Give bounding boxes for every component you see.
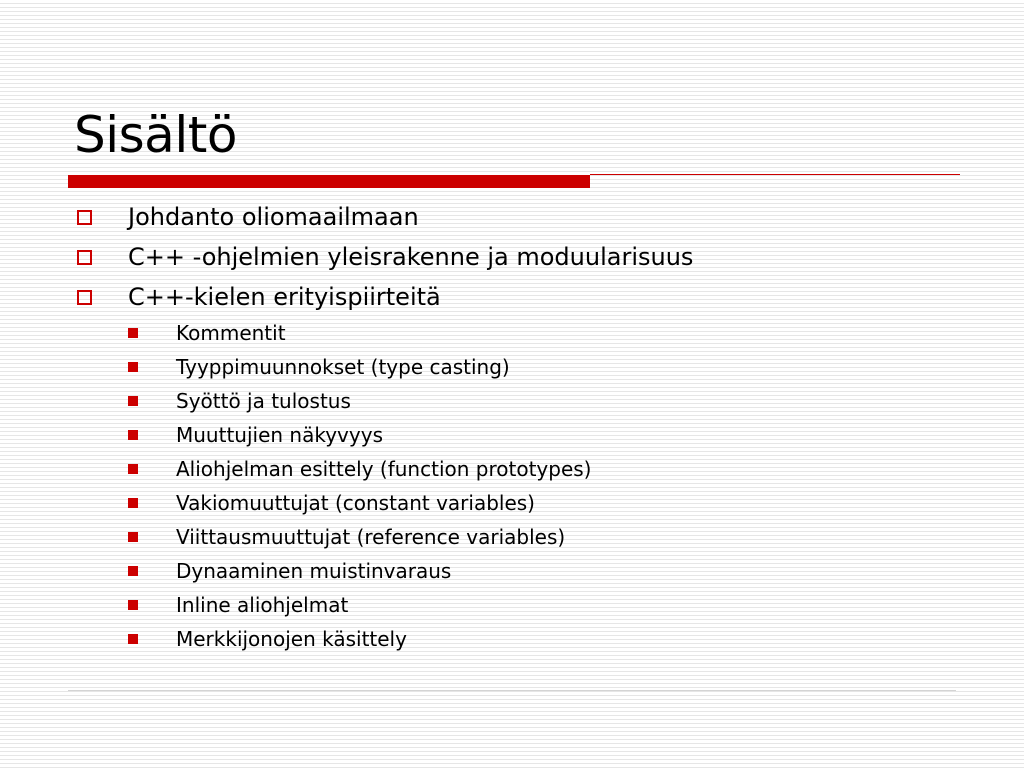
sub-list-item-text: Merkkijonojen käsittely [176, 627, 407, 651]
hollow-square-icon [77, 250, 92, 265]
list-item [77, 197, 419, 237]
sub-list-item [128, 418, 383, 452]
sub-list-item [128, 622, 407, 656]
sub-list-item [128, 384, 351, 418]
filled-square-icon [128, 464, 138, 474]
sub-list-item-text: Syöttö ja tulostus [176, 389, 351, 413]
sub-list-item [128, 350, 510, 384]
hollow-square-icon [77, 290, 92, 305]
filled-square-icon [128, 396, 138, 406]
hollow-square-icon [77, 210, 92, 225]
sub-list-item-text: Muuttujien näkyvyys [176, 423, 383, 447]
filled-square-icon [128, 600, 138, 610]
sub-list-item-text: Inline aliohjelmat [176, 593, 349, 617]
filled-square-icon [128, 430, 138, 440]
sub-list-item-text: Vakiomuuttujat (constant variables) [176, 491, 535, 515]
sub-list-item [128, 588, 348, 622]
sub-list-item-text: Aliohjelman esittely (function prototypes) [176, 457, 592, 481]
sub-list-item [128, 452, 591, 486]
list-item-text: C++ -ohjelmien yleisrakenne ja moduularisuus [128, 243, 694, 271]
filled-square-icon [128, 362, 138, 372]
slide-title: Sisältö [74, 106, 237, 164]
list-item-text: C++-kielen erityispiirteitä [128, 283, 441, 311]
filled-square-icon [128, 498, 138, 508]
filled-square-icon [128, 634, 138, 644]
filled-square-icon [128, 328, 138, 338]
list-item [77, 237, 693, 277]
sub-list-item [128, 520, 565, 554]
sub-list-item-text: Dynaaminen muistinvaraus [176, 559, 452, 583]
list-item-text: Johdanto oliomaailmaan [128, 203, 419, 231]
sub-list-item [128, 316, 286, 350]
sub-list-item-text: Viittausmuuttujat (reference variables) [176, 525, 566, 549]
sub-list-item [128, 554, 451, 588]
filled-square-icon [128, 566, 138, 576]
footer-divider [68, 690, 956, 691]
sub-list-item-text: Tyyppimuunnokset (type casting) [176, 355, 510, 379]
filled-square-icon [128, 532, 138, 542]
list-item [77, 277, 441, 317]
sub-list-item-text: Kommentit [176, 321, 286, 345]
sub-list-item [128, 486, 535, 520]
